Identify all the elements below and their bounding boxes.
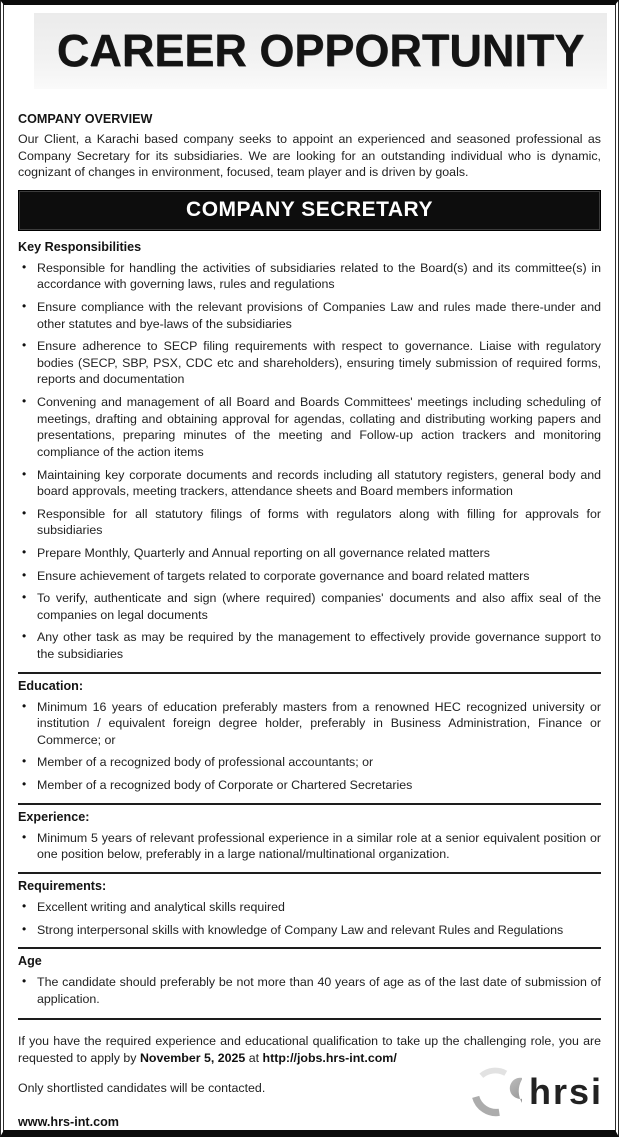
bullet-item bbox=[18, 467, 601, 500]
bullet-text: Convening and management of all Board and Boards Committees' meetings including scheduling of meetings, drafting and obtaining approval for agendas, collating and distributing working papers and presentations, preparing minutes of the meeting and Follow-up action trackers and monitoring compliance of the action items bbox=[37, 395, 601, 459]
bullet-dot: • bbox=[22, 505, 27, 520]
bullet-list bbox=[18, 260, 601, 663]
position-banner bbox=[18, 190, 601, 231]
bullet-text: Minimum 5 years of relevant professional experience in a similar role at a senior equivalent position or one position below, preferably in a large national/multinational organization. bbox=[37, 830, 601, 862]
bullet-text: Ensure compliance with the relevant provisions of Companies Law and rules made there-under and other statutes and bye-laws of the subsidiaries bbox=[37, 300, 601, 331]
bullet-text: To verify, authenticate and sign (where required) companies' documents and also affix seal of the companies on legal documents bbox=[37, 591, 601, 622]
bullet-item bbox=[18, 754, 601, 771]
bullet-dot: • bbox=[22, 974, 27, 989]
bullet-item bbox=[18, 629, 601, 662]
bullet-text: Maintaining key corporate documents and records including all statutory registers, general body and board approvals, meeting trackers, attendance sheets and Board members information bbox=[37, 467, 601, 499]
bullet-text: Any other task as may be required by the management to effectively provide governance support to the subsidiaries bbox=[37, 630, 601, 662]
bullet-text: Ensure adherence to SECP filing requirements with respect to governance. Liaise with regulatory bodies (SECP, SBP, PSX, CDC etc and shareholders), ensuring timely submission of required forms, reports and documentation bbox=[37, 339, 601, 387]
bullet-item bbox=[18, 299, 601, 332]
bullet-text: Strong interpersonal skills with knowledge of Company Law and relevant Rules and Regulations bbox=[37, 922, 564, 937]
bullet-text: Member of a recognized body of professional accountants; or bbox=[37, 755, 374, 770]
bullet-item bbox=[18, 974, 601, 1007]
bullet-dot: • bbox=[22, 394, 27, 409]
masthead bbox=[34, 13, 607, 89]
closing-paragraph bbox=[18, 1033, 601, 1066]
bullet-item bbox=[18, 699, 601, 749]
hrsi-logo-text: hrsi bbox=[528, 1071, 603, 1112]
bullet-dot: • bbox=[22, 299, 27, 314]
section-heading: Key Responsibilities bbox=[18, 239, 142, 254]
bullet-text: Excellent writing and analytical skills required bbox=[37, 899, 285, 914]
bullet-dot: • bbox=[22, 754, 27, 769]
bullet-text: Ensure achievement of targets related to corporate governance and board related matters bbox=[37, 568, 530, 583]
bullet-item bbox=[18, 922, 601, 939]
bullet-text: Member of a recognized body of Corporate or Chartered Secretaries bbox=[37, 778, 413, 793]
website-url: www.hrs-int.com bbox=[18, 1115, 119, 1130]
company-overview-text: Our Client, a Karachi based company seeks to appoint an experienced and seasoned professional as Company Secretary for its subsidiaries. We are looking for an outstanding individual who is dynamic, cognizant of changes in environment, focused, team player and is driven by goals. bbox=[18, 132, 601, 180]
bullet-item bbox=[18, 899, 601, 916]
ad-title: CAREER OPPORTUNITY bbox=[56, 25, 585, 76]
bullet-text: Responsible for handling the activities of subsidiaries related to the Board(s) and its committee(s) in accordance with governing laws, rules and regulations bbox=[37, 260, 601, 292]
bullet-dot: • bbox=[22, 338, 27, 353]
bullet-list bbox=[18, 974, 601, 1007]
bullet-list bbox=[18, 699, 601, 794]
bullet-dot: • bbox=[22, 829, 27, 844]
bullet-dot: • bbox=[22, 698, 27, 713]
section-key-responsibilities bbox=[18, 240, 601, 663]
bullet-item bbox=[18, 394, 601, 460]
bullet-item bbox=[18, 545, 601, 562]
bullet-text: The candidate should preferably be not more than 40 years of age as of the last date of submission of application. bbox=[37, 975, 601, 1006]
apply-date: November 5, 2025 bbox=[139, 1050, 246, 1065]
bullet-text: Responsible for all statutory filings of forms with regulators along with filling for approvals for subsidiaries bbox=[37, 506, 601, 538]
section-age bbox=[18, 947, 601, 1007]
bullet-dot: • bbox=[22, 590, 27, 605]
bullet-text: Prepare Monthly, Quarterly and Annual reporting on all governance related matters bbox=[37, 545, 490, 560]
bullet-item bbox=[18, 568, 601, 585]
bullet-item bbox=[18, 260, 601, 293]
hrsi-logo-icon bbox=[470, 1066, 522, 1118]
bullet-list bbox=[18, 899, 601, 938]
bullet-item bbox=[18, 777, 601, 794]
section-heading: Requirements: bbox=[18, 878, 107, 893]
bullet-item bbox=[18, 506, 601, 539]
bullet-dot: • bbox=[22, 629, 27, 644]
bullet-item bbox=[18, 338, 601, 388]
bullet-text: Minimum 16 years of education preferably masters from a renowned HEC recognized university or institution / equivalent foreign degree holder, preferably in Business Administration, Finance or Commerce; or bbox=[37, 699, 601, 747]
apply-url: http://jobs.hrs-int.com/ bbox=[262, 1050, 397, 1065]
bullet-item bbox=[18, 590, 601, 623]
section-education bbox=[18, 672, 601, 794]
hrsi-logo bbox=[470, 1066, 603, 1118]
bullet-item bbox=[18, 830, 601, 863]
section-experience bbox=[18, 803, 601, 863]
company-overview-heading: COMPANY OVERVIEW bbox=[18, 112, 153, 126]
section-heading: Age bbox=[18, 954, 42, 969]
bullet-dot: • bbox=[22, 921, 27, 936]
bullet-dot: • bbox=[22, 466, 27, 481]
bullet-list bbox=[18, 830, 601, 863]
bullet-dot: • bbox=[22, 898, 27, 913]
shortlist-note: Only shortlisted candidates will be contacted. bbox=[18, 1080, 266, 1095]
position-title: COMPANY SECRETARY bbox=[186, 197, 433, 221]
bullet-dot: • bbox=[22, 259, 27, 274]
bullet-dot: • bbox=[22, 567, 27, 582]
section-heading: Education: bbox=[18, 678, 84, 693]
section-heading: Experience: bbox=[18, 809, 90, 824]
bullet-dot: • bbox=[22, 777, 27, 792]
section-requirements bbox=[18, 872, 601, 938]
closing-connector: at bbox=[245, 1050, 263, 1065]
bullet-dot: • bbox=[22, 544, 27, 559]
closing-text: If you have the required experience and educational qualification to take up the challenging role, you are requested to apply by bbox=[18, 1034, 601, 1065]
